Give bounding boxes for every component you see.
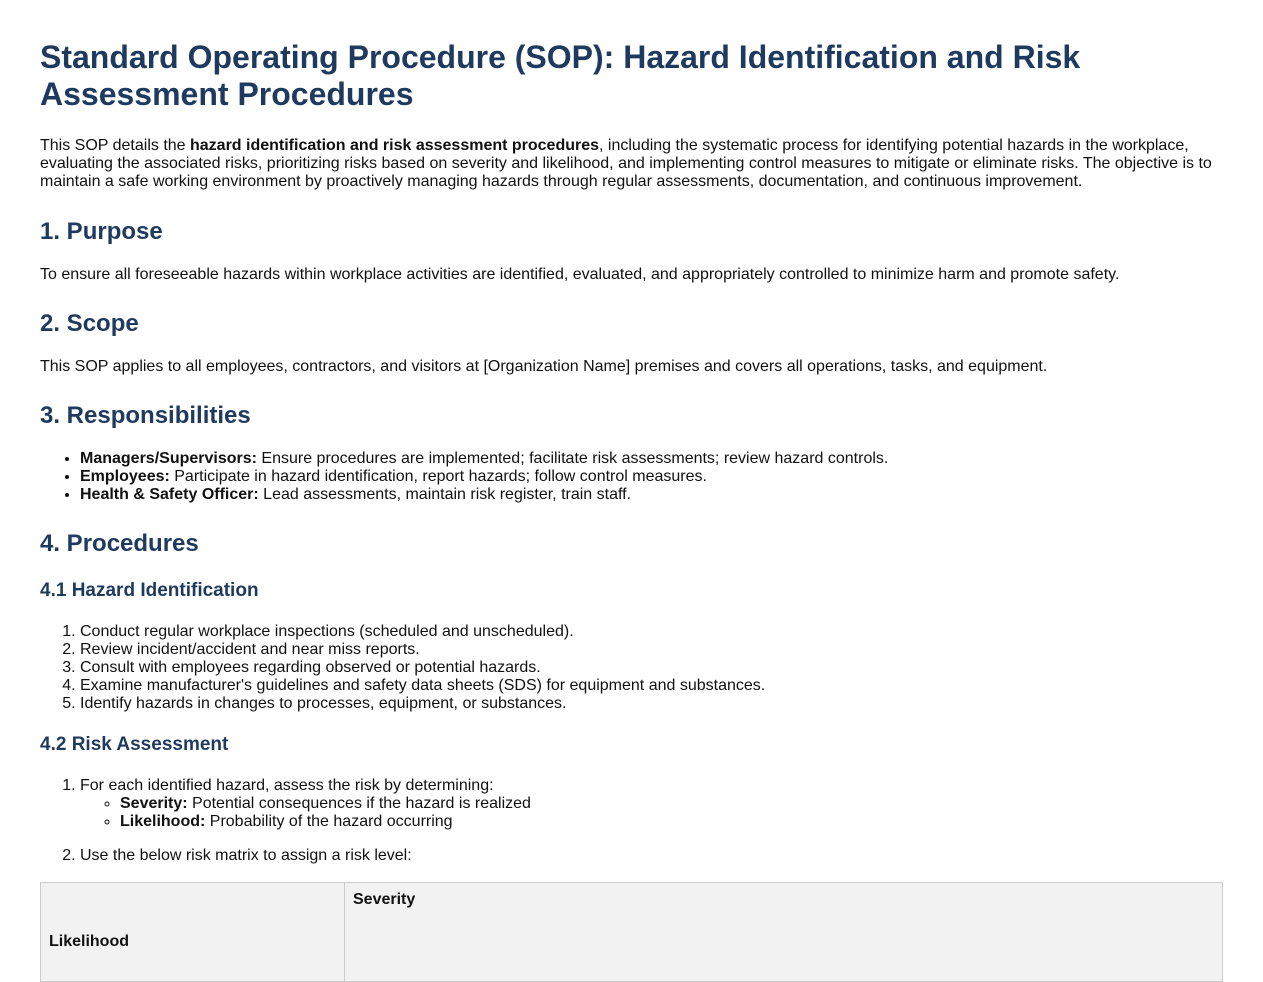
intro-paragraph: [40, 137, 1223, 191]
intro-text-before: This SOP details the: [40, 137, 190, 154]
intro-text-after: , including the systematic process for identifying potential hazards in the workplace, evaluating the associated risks, prioritizing risks based on severity and likelihood, and implementing control measures to mitigate or eliminate risks. The objective is to maintain a safe working environment by proactively managing hazards through regular assessments, documentation, and continuous improvement.: [40, 137, 1212, 190]
page-title: Standard Operating Procedure (SOP): Hazard Identification and Risk Assessment Procedures: [40, 39, 1081, 112]
list-item: 1. Conduct regular workplace inspections (scheduled and unscheduled).: [80, 623, 1223, 641]
role-text: Participate in hazard identification, report hazards; follow control measures.: [169, 468, 707, 485]
list-item: [80, 468, 1223, 486]
role-text: Ensure procedures are implemented; facilitate risk assessments; review hazard controls.: [256, 450, 889, 467]
role-text: Lead assessments, maintain risk register, train staff.: [258, 486, 632, 503]
list-item: 2. Review incident/accident and near miss reports.: [80, 641, 1223, 659]
subsection-heading-hazard-identification: 4.1 Hazard Identification: [40, 580, 259, 601]
list-item: [80, 486, 1223, 504]
role-label: Health & Safety Officer:: [80, 486, 259, 503]
risk-step-1-text: For each identified hazard, assess the risk by determining:: [80, 777, 494, 794]
factor-text: Potential consequences if the hazard is realized: [187, 795, 531, 812]
table-header-row: [41, 883, 1223, 982]
factor-term: Likelihood:: [120, 813, 206, 830]
section-heading-scope: 2. Scope: [40, 310, 139, 337]
intro-text-bold: hazard identification and risk assessment procedures: [190, 137, 600, 154]
risk-step-2-text: Use the below risk matrix to assign a risk level:: [80, 847, 412, 864]
section-heading-procedures: 4. Procedures: [40, 530, 199, 557]
responsibilities-list: [40, 450, 1223, 504]
section-heading-responsibilities: 3. Responsibilities: [40, 402, 251, 429]
risk-factors-list: [80, 795, 1223, 831]
list-item: [80, 777, 1223, 831]
list-item: [120, 813, 1223, 831]
section-heading-purpose: 1. Purpose: [40, 218, 163, 245]
list-item: 4. Examine manufacturer's guidelines and safety data sheets (SDS) for equipment and substances.: [80, 677, 1223, 695]
list-item: [120, 795, 1223, 813]
purpose-text: To ensure all foreseeable hazards within workplace activities are identified, evaluated, and appropriately controlled to minimize harm and promote safety.: [40, 266, 1120, 283]
factor-text: Probability of the hazard occurring: [205, 813, 453, 830]
list-item: [80, 450, 1223, 468]
hazard-identification-list: [40, 623, 1223, 713]
subsection-heading-risk-assessment: 4.2 Risk Assessment: [40, 734, 229, 755]
severity-header: Severity: [345, 883, 1223, 982]
likelihood-header: Likelihood: [41, 883, 345, 982]
factor-term: Severity:: [120, 795, 188, 812]
list-item: 3. Consult with employees regarding observed or potential hazards.: [80, 659, 1223, 677]
risk-assessment-list: [40, 777, 1223, 865]
role-label: Employees:: [80, 468, 170, 485]
risk-matrix-table: [40, 882, 1223, 982]
scope-text: This SOP applies to all employees, contractors, and visitors at [Organization Name] premises and covers all operations, tasks, and equipment.: [40, 358, 1048, 375]
list-item: [80, 847, 1223, 865]
list-item: 5. Identify hazards in changes to processes, equipment, or substances.: [80, 695, 1223, 713]
role-label: Managers/Supervisors:: [80, 450, 257, 467]
